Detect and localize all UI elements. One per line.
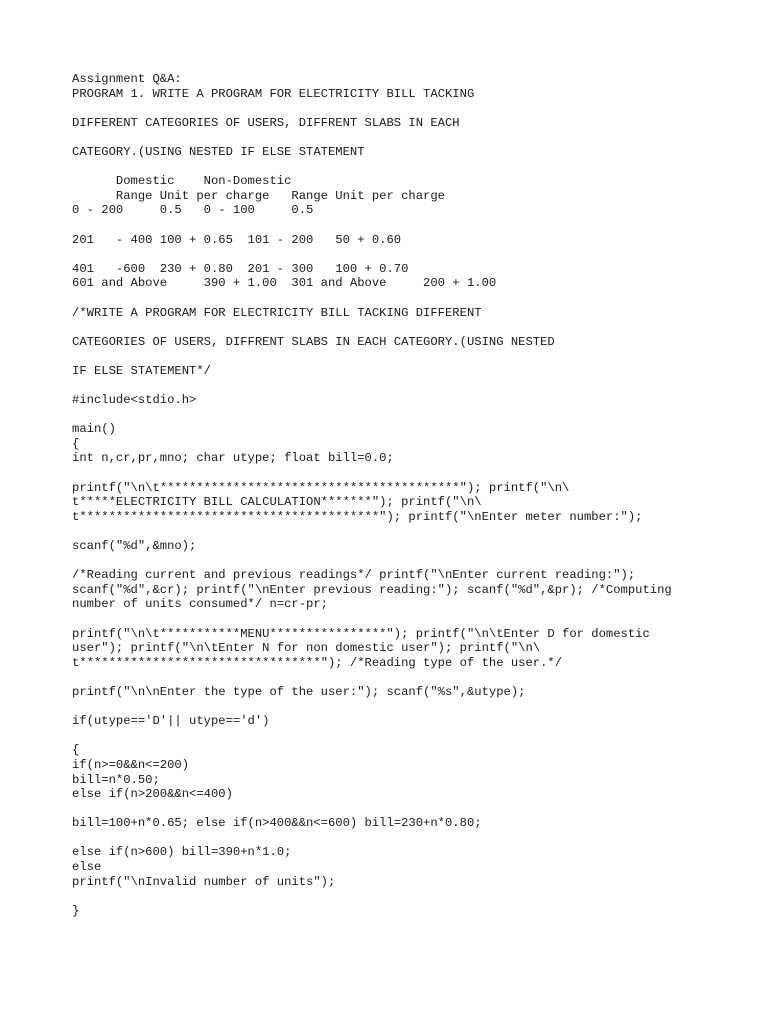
blank-line bbox=[72, 554, 712, 569]
text-line: 601 and Above 390 + 1.00 301 and Above 200 + 1.00 bbox=[72, 276, 497, 291]
blank-line bbox=[72, 831, 712, 846]
text-line: if(utype=='D'|| utype=='d') bbox=[72, 714, 270, 729]
text-line: user"); printf("\n\tEnter N for non domestic user"); printf("\n\ bbox=[72, 641, 541, 656]
blank-line bbox=[72, 218, 712, 233]
blank-line bbox=[72, 378, 712, 393]
text-line: t*****************************************"); printf("\nEnter meter number:"); bbox=[72, 509, 643, 524]
document-page bbox=[72, 72, 712, 918]
text-line: if(n>=0&&n<=200) bbox=[72, 757, 190, 772]
blank-line bbox=[72, 802, 712, 817]
blank-line bbox=[72, 729, 712, 744]
text-line: printf("\nInvalid number of units"); bbox=[72, 874, 336, 889]
blank-line bbox=[72, 291, 712, 306]
text-line: 0 - 200 0.5 0 - 100 0.5 bbox=[72, 203, 314, 218]
blank-line bbox=[72, 408, 712, 423]
text-line: IF ELSE STATEMENT*/ bbox=[72, 363, 211, 378]
blank-line bbox=[72, 889, 712, 904]
text-line: printf("\n\nEnter the type of the user:"); scanf("%s",&utype); bbox=[72, 684, 526, 699]
text-line: printf("\n\t*****************************************"); printf("\n\ bbox=[72, 480, 570, 495]
text-line: scanf("%d",&mno); bbox=[72, 539, 197, 553]
blank-line bbox=[72, 247, 712, 262]
text-line: 401 -600 230 + 0.80 201 - 300 100 + 0.70 bbox=[72, 261, 409, 276]
text-line: Domestic Non-Domestic bbox=[72, 174, 292, 189]
text-line: CATEGORY.(USING NESTED IF ELSE STATEMENT bbox=[72, 144, 365, 159]
text-line: scanf("%d",&cr); printf("\nEnter previous reading:"); scanf("%d",&pr); /*Computing bbox=[72, 582, 672, 597]
text-line: 201 - 400 100 + 0.65 101 - 200 50 + 0.60 bbox=[72, 232, 402, 247]
text-line: DIFFERENT CATEGORIES OF USERS, DIFFRENT SLABS IN EACH bbox=[72, 115, 460, 130]
text-line: else if(n>200&&n<=400) bbox=[72, 787, 233, 802]
text-line: Assignment Q&A: bbox=[72, 72, 182, 86]
blank-line bbox=[72, 101, 712, 116]
blank-line bbox=[72, 524, 712, 539]
text-line: t*********************************"); /*Reading type of the user.*/ bbox=[72, 655, 563, 670]
blank-line bbox=[72, 612, 712, 627]
text-line: bill=100+n*0.65; else if(n>400&&n<=600) bill=230+n*0.80; bbox=[72, 816, 482, 831]
blank-line bbox=[72, 320, 712, 335]
blank-line bbox=[72, 130, 712, 145]
text-line: /*WRITE A PROGRAM FOR ELECTRICITY BILL TACKING DIFFERENT bbox=[72, 305, 482, 320]
blank-line bbox=[72, 700, 712, 715]
blank-line bbox=[72, 670, 712, 685]
text-line: bill=n*0.50; bbox=[72, 772, 160, 787]
blank-line bbox=[72, 349, 712, 364]
text-line: else if(n>600) bill=390+n*1.0; bbox=[72, 845, 292, 860]
text-line: else bbox=[72, 860, 102, 875]
text-line: { bbox=[72, 743, 80, 758]
text-line: int n,cr,pr,mno; char utype; float bill=0.0; bbox=[72, 451, 394, 466]
text-line: PROGRAM 1. WRITE A PROGRAM FOR ELECTRICITY BILL TACKING bbox=[72, 86, 475, 101]
text-line: printf("\n\t***********MENU****************"); printf("\n\tEnter D for domestic bbox=[72, 626, 650, 641]
text-line: /*Reading current and previous readings*/ printf("\nEnter current reading:"); bbox=[72, 568, 636, 583]
text-line: #include<stdio.h> bbox=[72, 393, 197, 408]
text-line: main() bbox=[72, 422, 116, 437]
text-line: Range Unit per charge Range Unit per charge bbox=[72, 188, 445, 203]
text-line: CATEGORIES OF USERS, DIFFRENT SLABS IN EACH CATEGORY.(USING NESTED bbox=[72, 334, 555, 349]
blank-line bbox=[72, 466, 712, 481]
text-line: t*****ELECTRICITY BILL CALCULATION*******"); printf("\n\ bbox=[72, 495, 482, 510]
blank-line bbox=[72, 160, 712, 175]
text-line: } bbox=[72, 903, 80, 918]
text-line: number of units consumed*/ n=cr-pr; bbox=[72, 597, 328, 612]
text-line: { bbox=[72, 436, 80, 451]
